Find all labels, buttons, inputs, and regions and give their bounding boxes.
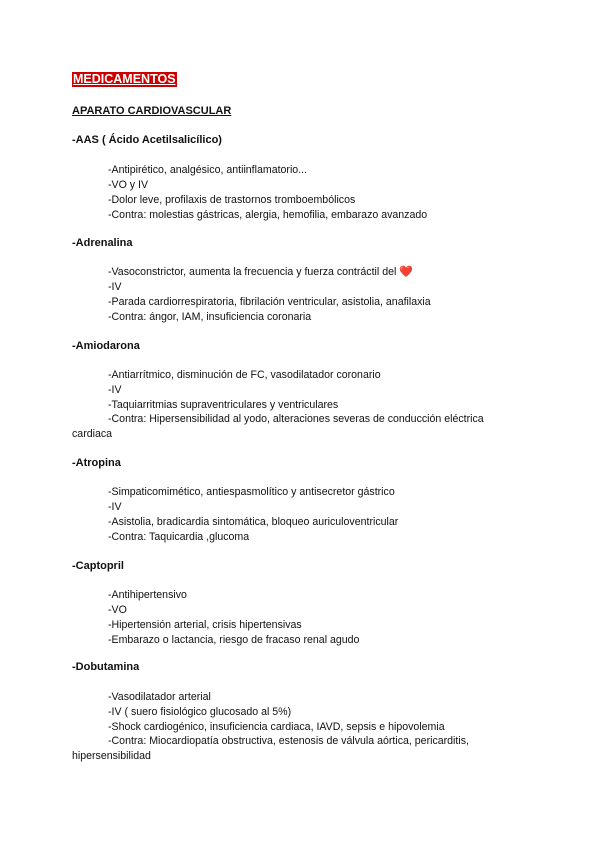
drug-line: -IV	[108, 281, 122, 293]
drug-line: -Contra: Taquicardia ,glucoma	[108, 531, 250, 543]
drug-name: -Atropina	[72, 457, 121, 469]
drug-line: -Contra: Miocardiopatía obstructiva, estenosis de válvula aórtica, pericarditis, hipersensibilidad	[72, 735, 469, 762]
drug-name: -Amiodarona	[72, 340, 140, 352]
drug-line: -Taquiarritmias supraventriculares y ventriculares	[108, 399, 339, 411]
drug-line: -Parada cardiorrespiratoria, fibrilación ventricular, asistolia, anafilaxia	[108, 296, 431, 308]
drug-line: -Contra: Hipersensibilidad al yodo, alteraciones severas de conducción eléctrica cardiaca	[72, 413, 484, 440]
drug-line: -Contra: ángor, IAM, insuficiencia coronaria	[108, 311, 312, 323]
drug-line: -Contra: molestias gástricas, alergia, hemofilia, embarazo avanzado	[108, 209, 428, 221]
drug-line: -Embarazo o lactancia, riesgo de fracaso renal agudo	[108, 634, 360, 646]
drug-line: -Dolor leve, profilaxis de trastornos tromboembólicos	[108, 194, 356, 206]
drug-line: -Asistolia, bradicardia sintomática, bloqueo auriculoventricular	[108, 516, 399, 528]
drug-name: -AAS ( Ácido Acetilsalicílico)	[72, 134, 222, 146]
drug-line: -Antiarrítmico, disminución de FC, vasodilatador coronario	[108, 369, 381, 381]
drug-line: -VO y IV	[108, 179, 149, 191]
drug-line: -Simpaticomimético, antiespasmolítico y antisecretor gástrico	[108, 486, 395, 498]
drug-name: -Adrenalina	[72, 237, 133, 249]
drug-name: -Captopril	[72, 560, 124, 572]
drug-line: -VO	[108, 604, 127, 616]
section-heading: APARATO CARDIOVASCULAR	[72, 105, 232, 117]
drug-name: -Dobutamina	[72, 661, 140, 673]
heart-icon: ❤️	[399, 266, 413, 278]
drug-line: -Antihipertensivo	[108, 589, 187, 601]
drug-line-text: -Vasoconstrictor, aumenta la frecuencia y fuerza contráctil del	[108, 266, 397, 278]
drug-line	[108, 266, 413, 279]
drug-line: -Shock cardiogénico, insuficiencia cardiaca, IAVD, sepsis e hipovolemia	[108, 721, 445, 733]
drug-line: -Antipirético, analgésico, antiinflamatorio...	[108, 164, 308, 176]
drug-line: -IV	[108, 384, 122, 396]
drug-line: -IV	[108, 501, 122, 513]
drug-line: -Vasodilatador arterial	[108, 691, 211, 703]
drug-line: -IV ( suero fisiológico glucosado al 5%)	[108, 706, 292, 718]
drug-line: -Hipertensión arterial, crisis hipertensivas	[108, 619, 302, 631]
document-title: MEDICAMENTOS	[73, 72, 176, 86]
